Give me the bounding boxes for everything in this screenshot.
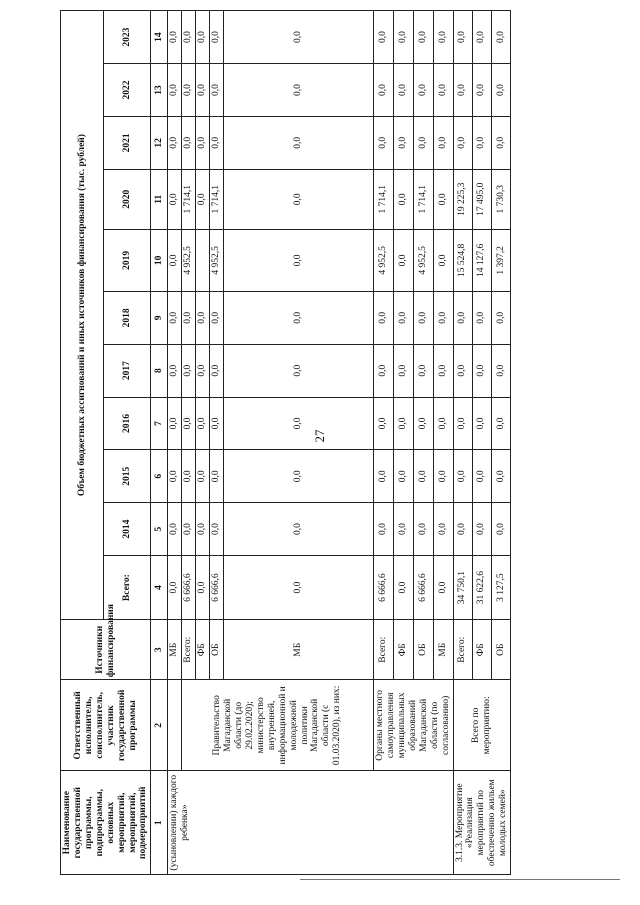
header-year: 2021 <box>104 116 151 169</box>
value-cell: 0,0 <box>196 344 210 397</box>
value-cell: 34 750,1 <box>453 556 472 620</box>
value-cell: 0,0 <box>393 229 413 291</box>
value-cell: 0,0 <box>433 344 453 397</box>
column-number: 13 <box>151 64 168 117</box>
value-cell: 0,0 <box>453 291 472 344</box>
value-cell: 0,0 <box>168 344 182 397</box>
value-cell: 0,0 <box>210 503 224 556</box>
value-cell: 0,0 <box>453 344 472 397</box>
value-cell: 0,0 <box>413 503 433 556</box>
value-cell: 0,0 <box>453 116 472 169</box>
column-number: 11 <box>151 169 168 229</box>
value-cell: 0,0 <box>182 116 196 169</box>
value-cell: 0,0 <box>393 503 413 556</box>
value-cell: 0,0 <box>224 450 374 503</box>
source-cell: МБ <box>433 620 453 680</box>
value-cell: 0,0 <box>413 344 433 397</box>
value-cell: 0,0 <box>393 450 413 503</box>
value-cell: 0,0 <box>196 116 210 169</box>
value-cell: 6 666,6 <box>413 556 433 620</box>
value-cell: 0,0 <box>196 11 210 64</box>
value-cell: 0,0 <box>374 397 394 450</box>
header-year: 2020 <box>104 169 151 229</box>
value-cell: 0,0 <box>196 503 210 556</box>
value-cell: 0,0 <box>168 291 182 344</box>
value-cell: 0,0 <box>224 169 374 229</box>
value-cell: 0,0 <box>196 397 210 450</box>
program-name-cell: (усыновлении) каждого ребенка» <box>168 771 453 875</box>
value-cell <box>196 229 210 291</box>
value-cell: 0,0 <box>182 291 196 344</box>
value-cell: 0,0 <box>393 556 413 620</box>
value-cell: 0,0 <box>168 116 182 169</box>
value-cell: 0,0 <box>210 291 224 344</box>
header-source: Источники финансирования <box>61 620 151 680</box>
value-cell: 0,0 <box>453 503 472 556</box>
header-executor: Ответственный исполнитель, соисполнитель, участник государственной программы <box>61 680 151 771</box>
value-cell: 0,0 <box>433 116 453 169</box>
value-cell: 0,0 <box>374 64 394 117</box>
column-number: 12 <box>151 116 168 169</box>
value-cell: 0,0 <box>393 116 413 169</box>
value-cell: 0,0 <box>224 397 374 450</box>
value-cell: 6 666,6 <box>374 556 394 620</box>
value-cell: 0,0 <box>168 450 182 503</box>
value-cell: 31 622,6 <box>472 556 491 620</box>
source-cell: ОБ <box>491 620 510 680</box>
value-cell: 0,0 <box>393 11 413 64</box>
value-cell: 0,0 <box>210 397 224 450</box>
value-cell: 0,0 <box>472 450 491 503</box>
budget-table <box>60 10 511 875</box>
value-cell: 0,0 <box>374 116 394 169</box>
value-cell: 0,0 <box>210 344 224 397</box>
value-cell: 0,0 <box>491 503 510 556</box>
value-cell: 0,0 <box>224 556 374 620</box>
value-cell: 0,0 <box>182 397 196 450</box>
value-cell: 0,0 <box>453 397 472 450</box>
value-cell: 14 127,6 <box>472 229 491 291</box>
value-cell: 0,0 <box>196 64 210 117</box>
source-cell: МБ <box>224 620 374 680</box>
value-cell: 1 714,1 <box>182 169 196 229</box>
table-row <box>182 11 196 875</box>
header-name: Наименование государственной программы, подпрограммы, основных мероприятий, мероприятий, подмероприятий <box>61 771 151 875</box>
value-cell: 0,0 <box>472 291 491 344</box>
value-cell: 0,0 <box>224 503 374 556</box>
value-cell: 0,0 <box>224 116 374 169</box>
value-cell: 0,0 <box>472 503 491 556</box>
value-cell: 0,0 <box>196 291 210 344</box>
column-number: 8 <box>151 344 168 397</box>
value-cell: 0,0 <box>491 450 510 503</box>
value-cell: 0,0 <box>182 344 196 397</box>
value-cell: 0,0 <box>491 64 510 117</box>
value-cell: 0,0 <box>393 344 413 397</box>
value-cell: 0,0 <box>374 11 394 64</box>
executor-cell <box>168 680 182 771</box>
column-number: 2 <box>151 680 168 771</box>
value-cell: 4 952,5 <box>182 229 196 291</box>
column-number: 1 <box>151 771 168 875</box>
executor-cell: Органы местного самоуправления муниципальных образований Магаданской области (по согласованию) <box>374 680 453 771</box>
header-volume: Объем бюджетных ассигнований и иных источников финансирования (тыс. рублей) <box>61 11 104 620</box>
value-cell: 4 952,5 <box>210 229 224 291</box>
value-cell: 0,0 <box>210 116 224 169</box>
value-cell: 19 225,3 <box>453 169 472 229</box>
value-cell: 0,0 <box>472 116 491 169</box>
value-cell: 0,0 <box>433 450 453 503</box>
value-cell: 0,0 <box>453 64 472 117</box>
column-number: 5 <box>151 503 168 556</box>
header-total: Всего: <box>104 556 151 620</box>
value-cell: 0,0 <box>393 397 413 450</box>
column-number: 7 <box>151 397 168 450</box>
budget-table-container <box>60 10 632 875</box>
value-cell: 0,0 <box>413 11 433 64</box>
value-cell: 0,0 <box>210 11 224 64</box>
value-cell: 15 524,8 <box>453 229 472 291</box>
source-cell: Всего: <box>453 620 472 680</box>
value-cell: 0,0 <box>453 450 472 503</box>
header-year: 2016 <box>104 397 151 450</box>
header-year: 2015 <box>104 450 151 503</box>
column-number: 14 <box>151 11 168 64</box>
source-cell: МБ <box>168 620 182 680</box>
value-cell: 6 666,6 <box>182 556 196 620</box>
table-row <box>374 11 394 875</box>
source-cell: ОБ <box>413 620 433 680</box>
header-year: 2018 <box>104 291 151 344</box>
value-cell: 0,0 <box>413 64 433 117</box>
page-number: 27 <box>312 429 327 443</box>
column-number: 4 <box>151 556 168 620</box>
value-cell: 0,0 <box>433 229 453 291</box>
value-cell: 1 730,3 <box>491 169 510 229</box>
value-cell: 0,0 <box>433 556 453 620</box>
value-cell: 0,0 <box>182 64 196 117</box>
value-cell: 0,0 <box>491 116 510 169</box>
value-cell: 0,0 <box>168 397 182 450</box>
value-cell: 0,0 <box>433 503 453 556</box>
executor-cell: Всего по мероприятию: <box>453 680 511 771</box>
value-cell: 0,0 <box>196 450 210 503</box>
value-cell: 0,0 <box>224 11 374 64</box>
value-cell: 0,0 <box>168 556 182 620</box>
value-cell: 0,0 <box>413 116 433 169</box>
table-row <box>453 11 472 875</box>
value-cell: 0,0 <box>374 344 394 397</box>
value-cell: 0,0 <box>182 503 196 556</box>
value-cell: 0,0 <box>433 11 453 64</box>
value-cell: 4 952,5 <box>374 229 394 291</box>
value-cell: 1 714,1 <box>374 169 394 229</box>
value-cell: 0,0 <box>433 169 453 229</box>
value-cell: 0,0 <box>491 11 510 64</box>
value-cell: 0,0 <box>210 450 224 503</box>
value-cell: 0,0 <box>224 291 374 344</box>
source-cell: ОБ <box>210 620 224 680</box>
value-cell: 0,0 <box>491 291 510 344</box>
value-cell: 1 714,1 <box>210 169 224 229</box>
header-year: 2017 <box>104 344 151 397</box>
value-cell: 0,0 <box>413 397 433 450</box>
value-cell: 0,0 <box>433 64 453 117</box>
header-year: 2014 <box>104 503 151 556</box>
rotated-sheet <box>60 10 632 875</box>
column-number: 9 <box>151 291 168 344</box>
value-cell: 0,0 <box>374 450 394 503</box>
value-cell: 0,0 <box>374 503 394 556</box>
value-cell: 17 495,0 <box>472 169 491 229</box>
value-cell: 0,0 <box>393 64 413 117</box>
column-number: 6 <box>151 450 168 503</box>
value-cell: 0,0 <box>168 64 182 117</box>
header-year: 2022 <box>104 64 151 117</box>
value-cell: 0,0 <box>196 556 210 620</box>
executor-cell: Правительство Магаданской области (до 29.02.2020); министерство внутренней, информационной и молодежной политики Магаданской области (с 01.03.2020), из них: <box>182 680 374 771</box>
value-cell: 0,0 <box>224 64 374 117</box>
value-cell: 3 127,5 <box>491 556 510 620</box>
value-cell: 0,0 <box>168 169 182 229</box>
value-cell: 0,0 <box>491 344 510 397</box>
value-cell: 0,0 <box>472 397 491 450</box>
source-cell: ФБ <box>196 620 210 680</box>
value-cell: 0,0 <box>168 503 182 556</box>
column-number-row <box>151 11 168 875</box>
page-footer-rule <box>300 879 620 880</box>
source-cell: Всего: <box>182 620 196 680</box>
header-year: 2019 <box>104 229 151 291</box>
source-cell: Всего: <box>374 620 394 680</box>
value-cell: 0,0 <box>472 64 491 117</box>
value-cell: 0,0 <box>374 291 394 344</box>
value-cell: 0,0 <box>413 291 433 344</box>
value-cell: 0,0 <box>433 397 453 450</box>
value-cell: 1 714,1 <box>413 169 433 229</box>
value-cell: 0,0 <box>210 64 224 117</box>
value-cell: 1 397,2 <box>491 229 510 291</box>
value-cell: 0,0 <box>168 229 182 291</box>
value-cell: 0,0 <box>182 450 196 503</box>
value-cell: 0,0 <box>393 291 413 344</box>
header-year: 2023 <box>104 11 151 64</box>
value-cell: 0,0 <box>472 344 491 397</box>
value-cell: 0,0 <box>224 229 374 291</box>
column-number: 3 <box>151 620 168 680</box>
program-name-cell: 3.1.3. Мероприятие «Реализация мероприятий по обеспечению жильем молодых семей» <box>453 771 511 875</box>
value-cell: 0,0 <box>182 11 196 64</box>
source-cell: ФБ <box>472 620 491 680</box>
value-cell: 0,0 <box>224 344 374 397</box>
value-cell: 0,0 <box>168 11 182 64</box>
value-cell: 4 952,5 <box>413 229 433 291</box>
value-cell: 0,0 <box>433 291 453 344</box>
value-cell: 0,0 <box>196 169 210 229</box>
table-row <box>168 11 182 875</box>
value-cell: 0,0 <box>453 11 472 64</box>
value-cell: 0,0 <box>491 397 510 450</box>
column-number: 10 <box>151 229 168 291</box>
value-cell: 0,0 <box>393 169 413 229</box>
value-cell: 0,0 <box>472 11 491 64</box>
value-cell: 6 666,6 <box>210 556 224 620</box>
value-cell: 0,0 <box>413 450 433 503</box>
source-cell: ФБ <box>393 620 413 680</box>
